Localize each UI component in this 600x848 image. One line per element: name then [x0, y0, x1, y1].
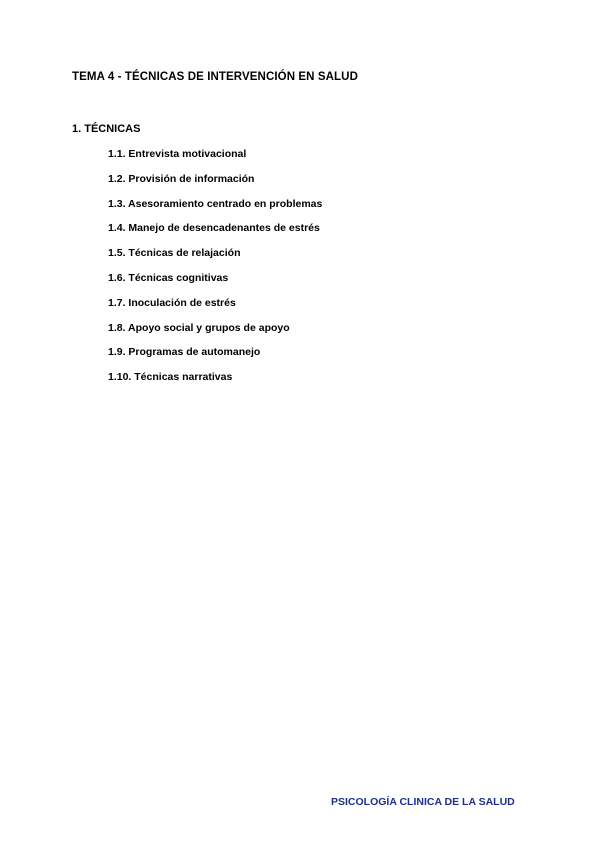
toc-item: 1.9. Programas de automanejo — [108, 346, 261, 359]
toc-item: 1.8. Apoyo social y grupos de apoyo — [108, 321, 290, 334]
toc-list — [108, 147, 322, 395]
toc-item: 1.5. Técnicas de relajación — [108, 247, 241, 260]
toc-item: 1.10. Técnicas narrativas — [108, 371, 233, 384]
toc-item: 1.3. Asesoramiento centrado en problemas — [108, 197, 323, 210]
toc-item: 1.2. Provisión de información — [108, 172, 255, 185]
toc-item: 1.6. Técnicas cognitivas — [108, 271, 229, 284]
page-footer: PSICOLOGÍA CLINICA DE LA SALUD — [331, 796, 515, 808]
document-title: TEMA 4 - TÉCNICAS DE INTERVENCIÓN EN SALUD — [72, 71, 358, 83]
toc-item: 1.4. Manejo de desencadenantes de estrés — [108, 222, 320, 235]
toc-item: 1.7. Inoculación de estrés — [108, 296, 236, 309]
toc-item: 1.1. Entrevista motivacional — [108, 148, 247, 160]
section-heading: 1. TÉCNICAS — [72, 123, 141, 135]
